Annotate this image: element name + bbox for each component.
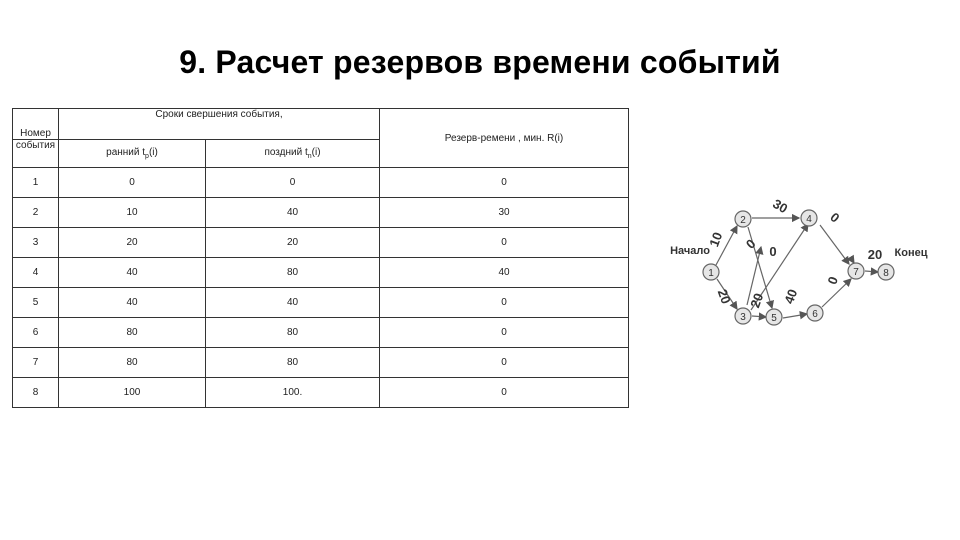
cell-event: 6 <box>13 318 59 348</box>
table-row <box>13 168 629 198</box>
node-2-label: 2 <box>740 215 746 226</box>
cell-early: 20 <box>59 228 206 258</box>
cell-early: 40 <box>59 258 206 288</box>
cell-event: 5 <box>13 288 59 318</box>
late-term-sub: n <box>307 153 312 160</box>
start-label: Начало <box>670 245 710 257</box>
weight-2-4: 30 <box>770 195 791 217</box>
weight-2-5: 0 <box>769 244 777 259</box>
network-diagram <box>660 195 935 335</box>
cell-late: 80 <box>206 258 380 288</box>
cell-reserve: 0 <box>380 168 629 198</box>
cell-reserve: 0 <box>380 288 629 318</box>
cell-late: 40 <box>206 288 380 318</box>
late-term-label: поздний t <box>264 147 308 158</box>
table-row <box>13 288 629 318</box>
weight-4-7: 0 <box>827 209 843 226</box>
event-reserves-table <box>12 108 629 408</box>
cell-early: 80 <box>59 318 206 348</box>
header-event-number-top: Номер <box>13 109 59 140</box>
table-row <box>13 318 629 348</box>
cell-reserve: 40 <box>380 258 629 288</box>
header-early-term <box>59 140 206 168</box>
cell-late: 100. <box>206 378 380 408</box>
table-row <box>13 258 629 288</box>
weight-7-8: 20 <box>867 247 883 262</box>
edge-5-6 <box>783 314 807 318</box>
table-row <box>13 198 629 228</box>
cell-event: 4 <box>13 258 59 288</box>
cell-event: 7 <box>13 348 59 378</box>
header-late-term <box>206 140 380 168</box>
weight-3-2: 0 <box>742 235 759 252</box>
cell-early: 80 <box>59 348 206 378</box>
cell-late: 0 <box>206 168 380 198</box>
cell-early: 0 <box>59 168 206 198</box>
node-7-label: 7 <box>853 267 859 278</box>
edge-4-7 <box>820 225 849 264</box>
early-term-label: ранний t <box>106 147 146 158</box>
end-label: Конец <box>894 247 928 259</box>
node-5-label: 5 <box>771 313 777 324</box>
table-header-row <box>13 109 629 140</box>
node-8-label: 8 <box>883 268 889 279</box>
cell-early: 100 <box>59 378 206 408</box>
early-term-sub: p <box>145 153 149 160</box>
node-1-label: 1 <box>708 268 714 279</box>
cell-event: 3 <box>13 228 59 258</box>
table-row <box>13 378 629 408</box>
header-event-terms: Сроки свершения события, <box>59 109 380 140</box>
edge-3-5 <box>752 316 766 317</box>
cell-event: 8 <box>13 378 59 408</box>
cell-reserve: 0 <box>380 318 629 348</box>
weight-5-7: 0 <box>824 274 842 287</box>
cell-reserve: 0 <box>380 348 629 378</box>
cell-reserve: 0 <box>380 228 629 258</box>
weight-1-3: 20 <box>714 287 734 306</box>
node-3-label: 3 <box>740 312 746 323</box>
table-row <box>13 228 629 258</box>
cell-event: 2 <box>13 198 59 228</box>
late-term-suffix: (i) <box>311 147 321 158</box>
cell-late: 40 <box>206 198 380 228</box>
cell-event: 1 <box>13 168 59 198</box>
table-row <box>13 348 629 378</box>
cell-early: 10 <box>59 198 206 228</box>
header-event-number-bottom: события <box>13 140 59 168</box>
cell-reserve: 30 <box>380 198 629 228</box>
cell-early: 40 <box>59 288 206 318</box>
weight-3-5: 20 <box>747 291 767 310</box>
cell-late: 80 <box>206 318 380 348</box>
weight-1-2: 10 <box>706 230 726 249</box>
weight-3-6: 40 <box>781 287 801 306</box>
slide-title: 9. Расчет резервов времени событий <box>179 44 781 80</box>
cell-late: 80 <box>206 348 380 378</box>
node-6-label: 6 <box>812 309 818 320</box>
edge-7-8 <box>865 271 878 272</box>
node-4-label: 4 <box>806 214 812 225</box>
cell-late: 20 <box>206 228 380 258</box>
header-reserve: Резерв-ремени , мин. R(i) <box>380 109 629 168</box>
cell-reserve: 0 <box>380 378 629 408</box>
early-term-suffix: (i) <box>148 147 158 158</box>
